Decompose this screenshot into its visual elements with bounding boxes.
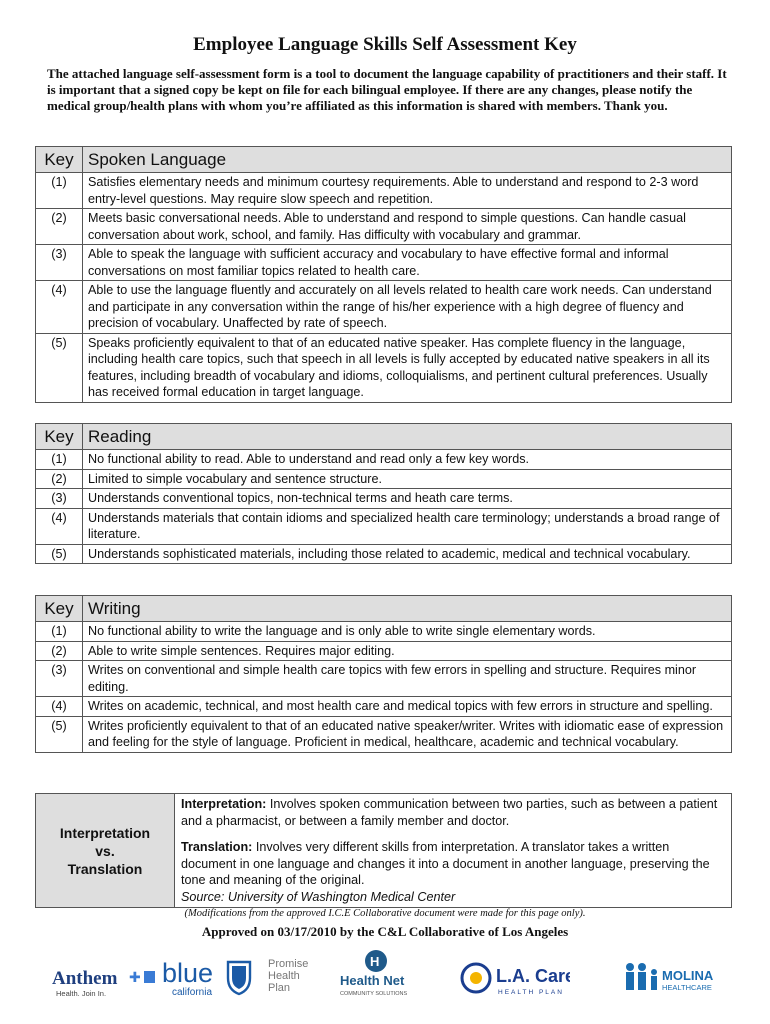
reading-table [35, 423, 732, 564]
spoken-header-row [36, 147, 732, 173]
translation-definition [181, 839, 725, 889]
spoken-description: Satisfies elementary needs and minimum courtesy requirements. Able to understand and respond to 2-3 word entry-level questions. May require slow speech and repetition. [83, 173, 732, 209]
svg-text:L.A. Care: L.A. Care [496, 966, 570, 986]
molina-logo-mark [622, 960, 722, 1000]
spoken-title: Spoken Language [83, 147, 732, 173]
promise-line2: Health [268, 970, 300, 982]
reading-description: No functional ability to read. Able to understand and read only a few key words. [83, 450, 732, 470]
translation-text: Involves very different skills from interpretation. A translator takes a written document in one language and changes it into a document in another language, preserving the tone and meaning of the original. [181, 840, 710, 887]
anthem-logo [52, 964, 157, 1000]
comparison-label-line3: Translation [67, 860, 143, 877]
spoken-key: (4) [36, 281, 83, 334]
writing-title: Writing [83, 596, 732, 622]
comparison-label [36, 794, 175, 908]
reading-description: Understands sophisticated materials, including those related to academic, medical and technical vocabulary. [83, 544, 732, 564]
reading-row [36, 489, 732, 509]
svg-text:Health. Join In.: Health. Join In. [56, 989, 107, 998]
reading-description: Understands conventional topics, non-technical terms and heath care terms. [83, 489, 732, 509]
writing-description: Able to write simple sentences. Requires major editing. [83, 641, 732, 661]
spoken-description: Speaks proficiently equivalent to that of an educated native speaker. Has complete fluency in the language, including health care topics, such that speech in all levels is fully accepted by educated native speakers in all its features, including breadth of vocabulary and idioms, colloquialisms, and pertinent cultural preferences. Usually has received formal education in target language. [83, 333, 732, 402]
source-citation: Source: University of Washington Medical Center [181, 889, 456, 904]
reading-key: (2) [36, 469, 83, 489]
svg-text:blue: blue [162, 958, 214, 988]
writing-key: (5) [36, 716, 83, 752]
svg-text:Anthem: Anthem [52, 968, 118, 989]
molina-healthcare-logo [622, 960, 722, 1000]
reading-key-header: Key [36, 424, 83, 450]
svg-text:MOLINA: MOLINA [662, 968, 714, 983]
spoken-language-table [35, 146, 732, 403]
spoken-row [36, 209, 732, 245]
interpretation-text: Involves spoken communication between two parties, such as between a patient and a pharmacist, or between a family member and doctor. [181, 797, 718, 828]
reading-row [36, 450, 732, 470]
reading-header-row [36, 424, 732, 450]
writing-table [35, 595, 732, 753]
reading-key: (4) [36, 508, 83, 544]
writing-key: (4) [36, 697, 83, 717]
reading-description: Limited to simple vocabulary and sentence structure. [83, 469, 732, 489]
spoken-key-header: Key [36, 147, 83, 173]
writing-key-header: Key [36, 596, 83, 622]
reading-key: (5) [36, 544, 83, 564]
writing-key: (2) [36, 641, 83, 661]
writing-row [36, 716, 732, 752]
spoken-row [36, 173, 732, 209]
la-care-logo-mark [460, 960, 570, 1000]
blue-shield-logo-mark [162, 958, 257, 998]
svg-text:california: california [172, 987, 213, 998]
translation-term: Translation: [181, 840, 253, 854]
health-net-logo [340, 950, 420, 1000]
spoken-key: (5) [36, 333, 83, 402]
svg-text:COMMUNITY SOLUTIONS: COMMUNITY SOLUTIONS [340, 991, 408, 997]
spoken-key: (3) [36, 245, 83, 281]
interpretation-vs-translation [35, 793, 732, 908]
promise-line3: Plan [268, 982, 291, 994]
svg-text:Health Net: Health Net [340, 973, 405, 988]
approval-line: Approved on 03/17/2010 by the C&L Collaborative of Los Angeles [201, 924, 569, 939]
blue-shield-california-logo [162, 958, 257, 998]
svg-text:HEALTH PLAN: HEALTH PLAN [498, 989, 564, 996]
reading-row [36, 544, 732, 564]
writing-row [36, 661, 732, 697]
reading-key: (1) [36, 450, 83, 470]
writing-header-row [36, 596, 732, 622]
writing-description: Writes proficiently equivalent to that of an educated native speaker/writer. Writes with idiomatic ease of expression and feeling for the style of language. Proficient in medical, healthcare, academic and technical vocabulary. [83, 716, 732, 752]
page-title: Employee Language Skills Self Assessment Key [193, 34, 577, 55]
svg-text:✚: ✚ [129, 969, 141, 985]
writing-description: Writes on academic, technical, and most health care and medical topics with few errors in structure and spelling. [83, 697, 732, 717]
writing-row [36, 697, 732, 717]
sponsor-logos [50, 950, 730, 1000]
svg-text:H: H [370, 954, 380, 969]
spoken-description: Meets basic conversational needs. Able to understand and respond to simple questions. Can handle casual conversation about work, school, and family. Has difficulty with vocabulary and grammar. [83, 209, 732, 245]
intro-paragraph: The attached language self-assessment form is a tool to document the language capability of practitioners and their staff. It is important that a signed copy be kept on file for each bilingual employee. If there are any changes, please notify the medical group/health plans with whom you’re affiliated as this information is shared with members. Thank you. [47, 66, 727, 113]
anthem-logo-mark [52, 964, 157, 1000]
promise-line1: Promise [268, 958, 309, 970]
spoken-row [36, 245, 732, 281]
spoken-key: (1) [36, 173, 83, 209]
writing-description: Writes on conventional and simple health care topics with few errors in spelling and structure. Requires minor editing. [83, 661, 732, 697]
spoken-row [36, 281, 732, 334]
comparison-text [175, 794, 732, 908]
spoken-description: Able to speak the language with sufficient accuracy and vocabulary to have effective formal and informal conversations on most familiar topics related to health care. [83, 245, 732, 281]
svg-text:HEALTHCARE: HEALTHCARE [662, 983, 712, 992]
writing-key: (3) [36, 661, 83, 697]
spoken-key: (2) [36, 209, 83, 245]
interpretation-term: Interpretation: [181, 797, 267, 811]
reading-title: Reading [83, 424, 732, 450]
interpretation-definition [181, 796, 725, 829]
writing-description: No functional ability to write the language and is only able to write single elementary words. [83, 622, 732, 642]
la-care-logo [460, 960, 570, 1000]
promise-health-plan-logo [268, 958, 323, 1000]
writing-key: (1) [36, 622, 83, 642]
health-net-logo-mark [340, 950, 420, 1000]
comparison-label-line2: vs. [95, 842, 115, 859]
spoken-description: Able to use the language fluently and accurately on all levels related to health care work needs. Can understand and participate in any conversation within the range of his/her experience with a high degree of fluency and precision of vocabulary. Unaffected by rate of speech. [83, 281, 732, 334]
writing-row [36, 622, 732, 642]
reading-row [36, 508, 732, 544]
comparison-label-line1: Interpretation [59, 824, 151, 841]
spoken-row [36, 333, 732, 402]
reading-row [36, 469, 732, 489]
reading-key: (3) [36, 489, 83, 509]
modification-footnote: (Modifications from the approved I.C.E Collaborative document were made for this page only). [184, 908, 586, 919]
reading-description: Understands materials that contain idioms and specialized health care terminology; understands a broad range of literature. [83, 508, 732, 544]
writing-row [36, 641, 732, 661]
